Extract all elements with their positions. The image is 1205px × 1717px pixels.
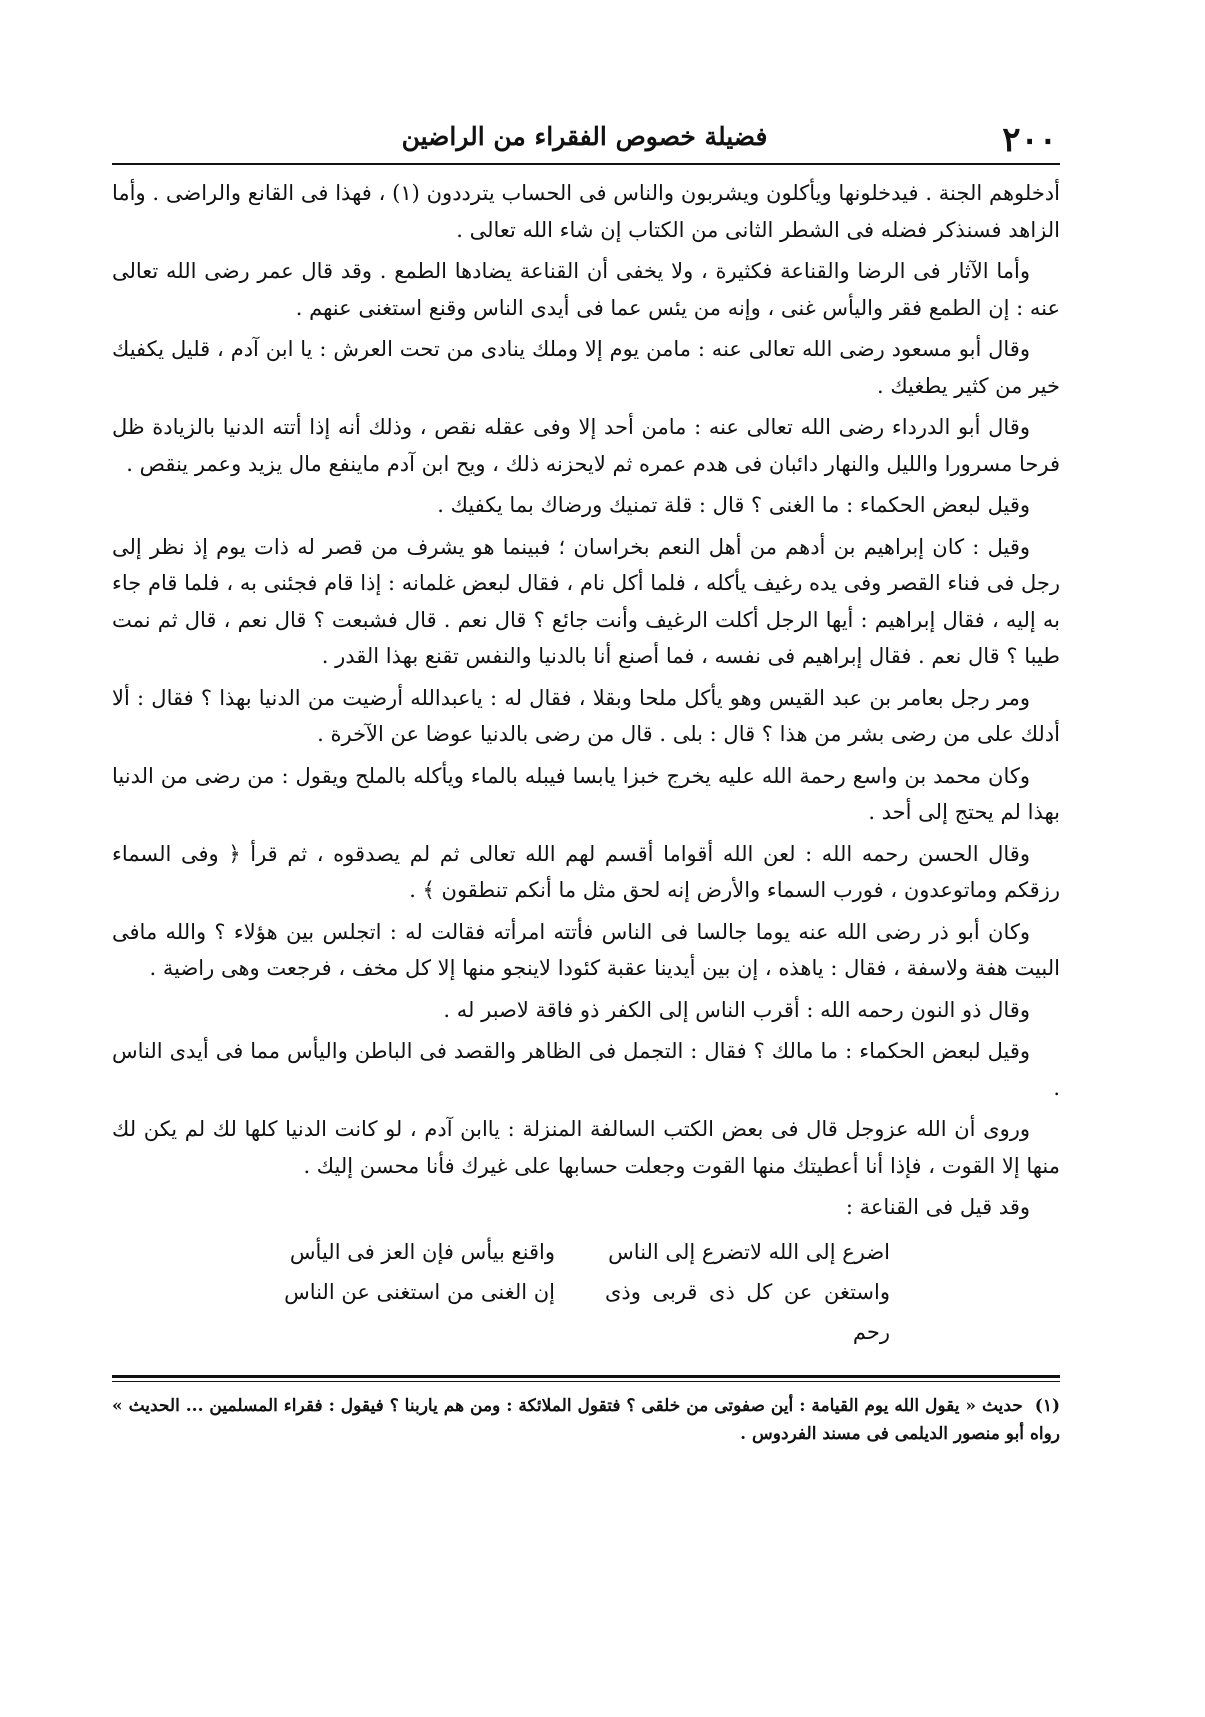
footnote-rule-thin xyxy=(112,1381,1060,1382)
running-title: فضيلة خصوص الفقراء من الراضين xyxy=(401,122,768,151)
paragraph: وأما الآثار فى الرضا والقناعة فكثيرة ، ولا يخفى أن القناعة يضادها الطمع . وقد قال عمر رضى الله تعالى عنه : إن الطمع فقر واليأس غنى ، وإنه من يئس عما فى أيدى الناس وقنع استغنى عنهم . xyxy=(112,259,1060,320)
paragraph: وقال أبو الدرداء رضى الله تعالى عنه : مامن أحد إلا وفى عقله نقص ، وذلك أنه إذا أتته الدنيا بالزيادة ظل فرحا مسرورا والليل والنهار دائبان فى هدم عمره ثم لايحزنه ذلك ، ويح ابن آدم ماينفع مال يزيد وعمر ينقص . xyxy=(112,415,1060,476)
body-text xyxy=(112,175,1060,1352)
footnote-text: حديث « يقول الله يوم القيامة : أين صفوتى من خلقى ؟ فتقول الملائكة : ومن هم ياربنا ؟ فيقول : فقراء المسلمين ... الحديث » رواه أبو منصور الديلمى فى مسند الفردوس . xyxy=(112,1396,1060,1444)
footnote-rule xyxy=(112,1375,1060,1378)
poem-hemistich: اضرع إلى الله لاتضرع إلى الناس xyxy=(608,1239,890,1264)
page-header xyxy=(112,118,1057,158)
paragraph: وكان أبو ذر رضى الله عنه يوما جالسا فى الناس فأتته امرأته فقالت له : اتجلس بين هؤلاء ؟ والله مافى البيت هفة ولاسفة ، فقال : ياهذه ، إن بين أيدينا عقبة كئودا لاينجو منها إلا كل مخف ، فرجعت وهى راضية . xyxy=(112,919,1060,980)
paragraph: وقيل لبعض الحكماء : ما الغنى ؟ قال : قلة تمنيك ورضاك بما يكفيك . xyxy=(437,493,1030,517)
footnote-marker: (١) xyxy=(1034,1396,1061,1416)
poem-line xyxy=(270,1232,890,1272)
paragraph: وروى أن الله عزوجل قال فى بعض الكتب السالفة المنزلة : ياابن آدم ، لو كانت الدنيا كلها لك لم يكن لك منها إلا القوت ، فإذا أنا أعطيتك منها القوت وجعلت حسابها على غيرك فأنا محسن إليك . xyxy=(112,1117,1060,1178)
header-rule xyxy=(112,163,1060,165)
paragraph: وقال الحسن رحمه الله : لعن الله أقواما أقسم لهم الله تعالى ثم لم يصدقوه ، ثم قرأ ﴿ وفى السماء رزقكم وماتوعدون ، فورب السماء والأرض إنه لحق مثل ما أنكم تنطقون ﴾ . xyxy=(112,841,1060,902)
poem-hemistich: واقنع بيأس فإن العز فى اليأس xyxy=(289,1239,555,1264)
poem-intro: وقد قيل فى القناعة : xyxy=(845,1195,1030,1219)
paragraph: أدخلوهم الجنة . فيدخلونها ويأكلون ويشربون والناس فى الحساب يترددون (١) ، فهذا فى القانع والراضى . وأما الزاهد فسنذكر فضله فى الشطر الثانى من الكتاب إن شاء الله تعالى . xyxy=(112,181,1060,242)
poem xyxy=(270,1232,890,1352)
poem-line xyxy=(270,1272,890,1352)
paragraph: وقال ذو النون رحمه الله : أقرب الناس إلى الكفر ذو فاقة لاصبر له . xyxy=(443,997,1030,1022)
paragraph: وكان محمد بن واسع رحمة الله عليه يخرج خبزا يابسا فيبله بالماء ويأكله بالملح ويقول : من رضى من الدنيا بهذا لم يحتج إلى أحد . xyxy=(112,763,1060,824)
page-number: ٢٠٠ xyxy=(1002,120,1057,160)
poem-hemistich: واستغن عن كل ذى قربى وذى رحم xyxy=(605,1279,890,1344)
paragraph: وقال أبو مسعود رضى الله تعالى عنه : مامن يوم إلا وملك ينادى من تحت العرش : يا ابن آدم ، قليل يكفيك خير من كثير يطغيك . xyxy=(112,337,1060,398)
paragraph: وقيل : كان إبراهيم بن أدهم من أهل النعم بخراسان ؛ فبينما هو يشرف من قصر له ذات يوم إذ نظر إلى رجل فى فناء القصر وفى يده رغيف يأكله ، فلما أكل نام ، فقال لبعض غلمانه : إذا قام فجئنى به ، فلما قام جاء به إليه ، فقال إبراهيم : أيها الرجل أكلت الرغيف وأنت جائع ؟ قال نعم . قال فشبعت ؟ قال نعم ، قال ثم نمت طيبا ؟ قال نعم . فقال إبراهيم فى نفسه ، فما أصنع أنا بالدنيا والنفس تقنع بهذا القدر . xyxy=(112,534,1060,668)
poem-hemistich: إن الغنى من استغنى عن الناس xyxy=(284,1279,555,1304)
paragraph: ومر رجل بعامر بن عبد القيس وهو يأكل ملحا وبقلا ، فقال له : ياعبدالله أرضيت من الدنيا بهذا ؟ فقال : ألا أدلك على من رضى بشر من هذا ؟ قال : بلى . قال من رضى بالدنيا عوضا عن الآخرة . xyxy=(112,685,1060,746)
footnote xyxy=(112,1392,1060,1448)
paragraph: وقيل لبعض الحكماء : ما مالك ؟ فقال : التجمل فى الظاهر والقصد فى الباطن واليأس مما فى أيدى الناس . xyxy=(112,1039,1060,1100)
